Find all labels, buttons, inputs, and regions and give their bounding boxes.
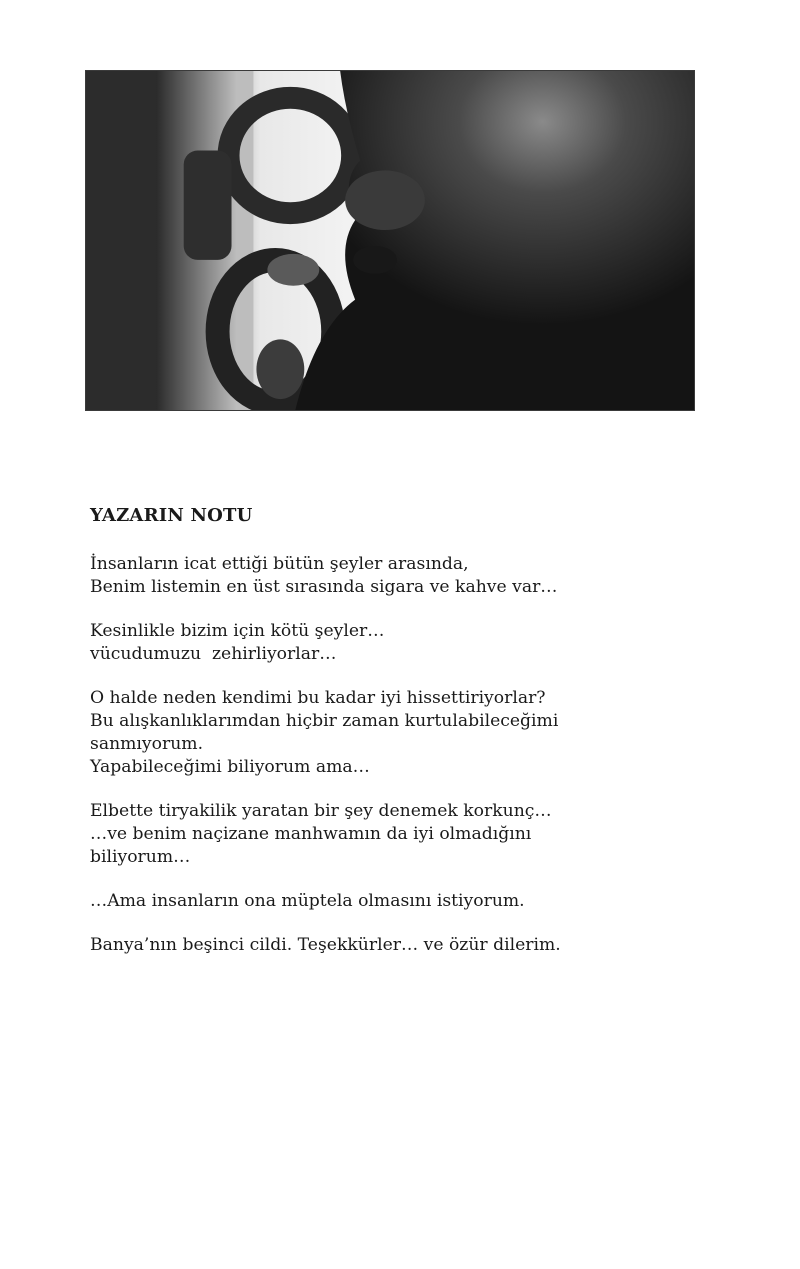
text-line: Elbette tiryakilik yaratan bir şey denemek korkunç… <box>90 801 552 821</box>
text-line: …Ama insanların ona müptela olmasını istiyorum. <box>90 891 525 911</box>
text-line: vücudumuzu zehirliyorlar… <box>90 644 337 664</box>
photo-icon <box>86 71 694 410</box>
text-line: Banya’nın beşinci cildi. Teşekkürler… ve özür dilerim. <box>90 935 561 955</box>
note-title: YAZARIN NOTU <box>90 505 253 526</box>
text-line: biliyorum… <box>90 847 191 867</box>
text-line: Yapabileceğimi biliyorum ama… <box>90 757 370 777</box>
text-line: Bu alışkanlıklarımdan hiçbir zaman kurtulabileceğimi <box>90 711 559 731</box>
authors-note <box>90 503 710 978</box>
text-line: Kesinlikle bizim için kötü şeyler… <box>90 621 385 641</box>
author-photo <box>85 70 695 411</box>
stanza <box>90 800 710 869</box>
stanza <box>90 620 710 666</box>
text-line: Benim listemin en üst sırasında sigara ve kahve var… <box>90 577 558 597</box>
stanza <box>90 553 710 599</box>
text-line: O halde neden kendimi bu kadar iyi hissettiriyorlar? <box>90 688 546 708</box>
stanza <box>90 890 710 913</box>
text-line: sanmıyorum. <box>90 734 204 754</box>
text-line: İnsanların icat ettiği bütün şeyler arasında, <box>90 554 469 574</box>
text-line: …ve benim naçizane manhwamın da iyi olmadığını <box>90 824 532 844</box>
stanza <box>90 934 710 957</box>
stanza <box>90 687 710 779</box>
